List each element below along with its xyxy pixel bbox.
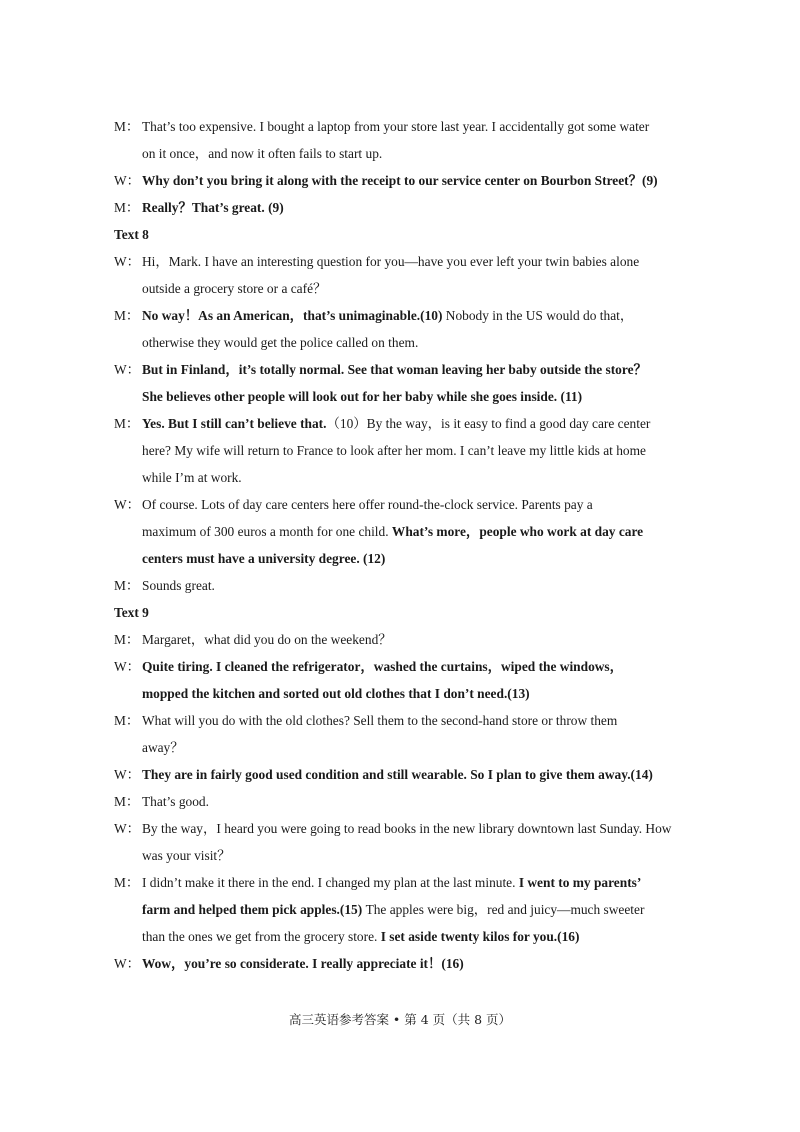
line-text (142, 707, 688, 734)
answer-text: Why don’t you bring it along with the receipt to our service center on Bourbon Street？(9) (142, 173, 658, 188)
dialogue-line (114, 194, 688, 221)
continuation-line (114, 518, 688, 545)
dialogue-line (114, 761, 688, 788)
speaker-label: M： (114, 308, 140, 323)
dialogue-line (114, 491, 688, 518)
line-text (142, 815, 688, 842)
answer-text: Yes. But I still can’t believe that. (142, 416, 327, 431)
answer-text: farm and helped them pick apples.(15) (142, 902, 366, 917)
line-text (142, 626, 688, 653)
line-text (142, 302, 688, 329)
answer-text: Wow，you’re so considerate. I really appreciate it！(16) (142, 956, 464, 971)
line-text (142, 788, 688, 815)
line-text (142, 950, 688, 977)
section-heading: Text 9 (114, 605, 149, 620)
dialogue-text: while I’m at work. (142, 470, 242, 485)
dialogue-text: （10）By the way，is it easy to find a good day care center (326, 416, 651, 431)
dialogue-text: was your visit？ (142, 848, 231, 863)
speaker-label: W： (114, 821, 141, 836)
speaker-label: M： (114, 794, 140, 809)
answer-text: No way！As an American，that’s unimaginable.(10) (142, 308, 446, 323)
line-text (142, 248, 688, 275)
speaker-label: M： (114, 416, 140, 431)
speaker-label: M： (114, 632, 140, 647)
page-footer: 高三英语参考答案 • 第 4 页（共 8 页） (288, 1012, 512, 1027)
line-text (142, 653, 688, 680)
dialogue-line (114, 302, 688, 329)
dialogue-text: Nobody in the US would do that， (445, 308, 634, 323)
answer-text: They are in fairly good used condition and still wearable. So I plan to give them away.(14) (142, 767, 653, 782)
dialogue-text: I didn’t make it there in the end. I changed my plan at the last minute. (142, 875, 519, 890)
continuation-line (114, 464, 688, 491)
speaker-label: W： (114, 956, 141, 971)
dialogue-text: That’s too expensive. I bought a laptop from your store last year. I accidentally got some water (142, 119, 650, 134)
dialogue-line (114, 950, 688, 977)
continuation-line (114, 437, 688, 464)
dialogue-line (114, 572, 688, 599)
speaker-label: W： (114, 173, 141, 188)
dialogue-line (114, 167, 688, 194)
speaker-label: W： (114, 497, 141, 512)
dialogue-line (114, 788, 688, 815)
line-text (142, 572, 688, 599)
dialogue-line (114, 869, 688, 896)
continuation-line (114, 275, 688, 302)
dialogue-text: on it once，and now it often fails to start up. (142, 146, 383, 161)
continuation-line (114, 734, 688, 761)
line-text (142, 869, 688, 896)
speaker-label: W： (114, 254, 141, 269)
dialogue-text: here? My wife will return to France to look after her mom. I can’t leave my little kids at home (142, 443, 646, 458)
dialogue-line (114, 653, 688, 680)
dialogue-text: Of course. Lots of day care centers here offer round-the-clock service. Parents pay a (142, 497, 593, 512)
line-text (142, 761, 688, 788)
answer-text: She believes other people will look out for her baby while she goes inside. (11) (142, 389, 583, 404)
continuation-line (114, 923, 688, 950)
continuation-line (114, 329, 688, 356)
line-text (142, 194, 688, 221)
dialogue-line (114, 113, 688, 140)
dialogue-line (114, 815, 688, 842)
transcript-body (114, 113, 688, 977)
answer-text: centers must have a university degree. (12) (142, 551, 386, 566)
dialogue-line (114, 707, 688, 734)
speaker-label: M： (114, 200, 140, 215)
answer-text: Really？That’s great. (9) (142, 200, 284, 215)
dialogue-text: than the ones we get from the grocery store. (142, 929, 381, 944)
answer-text: What’s more，people who work at day care (391, 524, 644, 539)
answer-text: Quite tiring. I cleaned the refrigerator，washed the curtains，wiped the windows， (142, 659, 624, 674)
dialogue-text: away？ (142, 740, 184, 755)
section-heading: Text 8 (114, 227, 149, 242)
speaker-label: W： (114, 362, 141, 377)
answer-text: mopped the kitchen and sorted out old clothes that I don’t need.(13) (142, 686, 530, 701)
answer-text: I set aside twenty kilos for you.(16) (380, 929, 580, 944)
speaker-label: W： (114, 659, 141, 674)
dialogue-text: That’s good. (142, 794, 209, 809)
continuation-line (114, 140, 688, 167)
line-text (142, 167, 688, 194)
speaker-label: M： (114, 119, 140, 134)
speaker-label: W： (114, 767, 141, 782)
dialogue-text: outside a grocery store or a café？ (142, 281, 327, 296)
dialogue-line (114, 248, 688, 275)
continuation-line (114, 842, 688, 869)
answer-text: I went to my parents’ (518, 875, 642, 890)
dialogue-text: Sounds great. (142, 578, 215, 593)
line-text (142, 113, 688, 140)
continuation-line (114, 545, 688, 572)
dialogue-text: Hi，Mark. I have an interesting question for you—have you ever left your twin babies alone (142, 254, 640, 269)
dialogue-text: otherwise they would get the police called on them. (142, 335, 419, 350)
dialogue-line (114, 626, 688, 653)
line-text (142, 356, 688, 383)
dialogue-text: Margaret，what did you do on the weekend？ (142, 632, 392, 647)
dialogue-line (114, 410, 688, 437)
dialogue-text: What will you do with the old clothes? Sell them to the second-hand store or throw them (142, 713, 618, 728)
speaker-label: M： (114, 578, 140, 593)
dialogue-text: maximum of 300 euros a month for one child. (142, 524, 392, 539)
dialogue-line (114, 356, 688, 383)
speaker-label: M： (114, 875, 140, 890)
line-text (142, 410, 688, 437)
speaker-label: M： (114, 713, 140, 728)
answer-text: But in Finland，it’s totally normal. See that woman leaving her baby outside the store？ (142, 362, 647, 377)
continuation-line (114, 680, 688, 707)
dialogue-text: The apples were big，red and juicy—much sweeter (365, 902, 645, 917)
dialogue-text: By the way，I heard you were going to read books in the new library downtown last Sunday. How (142, 821, 672, 836)
line-text (142, 491, 688, 518)
continuation-line (114, 896, 688, 923)
continuation-line (114, 383, 688, 410)
